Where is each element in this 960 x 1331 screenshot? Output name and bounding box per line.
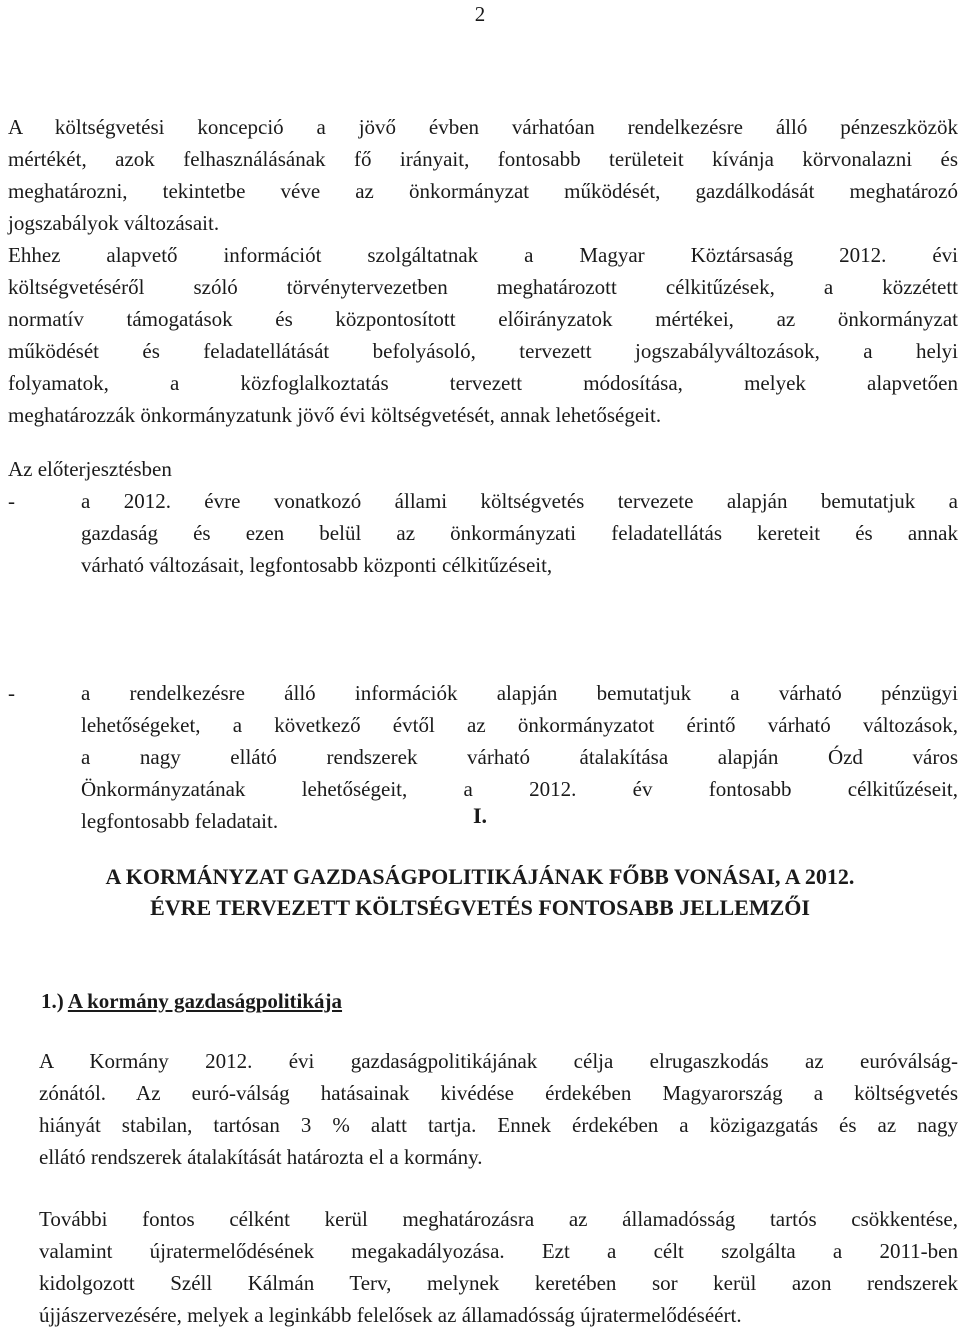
text-line: a 2012. évre vonatkozó állami költségvetés tervezete alapján bemutatjuk a: [81, 489, 958, 513]
text-line: a rendelkezésre álló információk alapján bemutatjuk a várható pénzügyi: [81, 681, 958, 705]
subsection-heading: [41, 985, 342, 1017]
chapter-number: I.: [472, 803, 488, 828]
chapter-title: [0, 861, 960, 923]
text-line: Ehhez alapvető információt szolgáltatnak a Magyar Köztársaság 2012. évi: [8, 243, 958, 267]
policy-paragraph: [39, 1045, 958, 1173]
text-line: meghatározzák önkormányzatunk jövő évi költségvetését, annak lehetőségeit.: [8, 403, 662, 427]
text-line: mértékét, azok felhasználásának fő irányait, fontosabb területeit kívánja körvonalazni és: [8, 147, 958, 171]
bullet-dash: -: [8, 489, 15, 513]
debt-paragraph: [39, 1203, 958, 1331]
text-line: valamint újratermelődésének megakadályozása. Ezt a célt szolgálta a 2011-ben: [39, 1239, 958, 1263]
text-line: A Kormány 2012. évi gazdaságpolitikájának célja elrugaszkodás az euróválság-: [39, 1049, 958, 1073]
text-line: költségvetéséről szóló törvénytervezetben meghatározott célkitűzések, a közzétett: [8, 275, 958, 299]
chapter-title-line: A KORMÁNYZAT GAZDASÁGPOLITIKÁJÁNAK FŐBB VONÁSAI, A 2012.: [105, 864, 855, 889]
basis-paragraph: [8, 239, 958, 431]
page-number: 2: [474, 2, 486, 26]
text-line: zónától. Az euró-válság hatásainak kivédése érdekében Magyarország a költségvetés: [39, 1081, 958, 1105]
text-line: hiányát stabilan, tartósan 3 % alatt tartja. Ennek érdekében a közigazgatás és az nagy: [39, 1113, 958, 1137]
subsection-title: A kormány gazdaságpolitikája: [67, 989, 343, 1013]
intro-paragraph: [8, 111, 958, 239]
bullet-text: [81, 485, 958, 581]
text-line: jogszabályok változásait.: [8, 211, 220, 235]
text-line: lehetőségeket, a következő évtől az önkormányzatot érintő várható változások,: [81, 713, 958, 737]
text-line: a nagy ellátó rendszerek várható átalakítása alapján Ózd város: [81, 745, 958, 769]
text-line: legfontosabb feladatait.: [81, 809, 279, 833]
text-line: A költségvetési koncepció a jövő évben várhatóan rendelkezésre álló pénzeszközök: [8, 115, 958, 139]
text-line: kidolgozott Széll Kálmán Terv, melynek keretében sor kerül azon rendszerek: [39, 1271, 958, 1295]
text-line: újjászervezésére, melyek a leginkább felelősek az államadósság újratermelődéséért.: [39, 1303, 742, 1327]
text-line: További fontos célként kerül meghatározásra az államadósság tartós csökkentése,: [39, 1207, 958, 1231]
bullet-item: [8, 485, 958, 581]
subsection-number: 1.): [41, 989, 64, 1013]
text-line: működését és feladatellátását befolyásoló, tervezett jogszabályváltozások, a helyi: [8, 339, 958, 363]
text-line: meghatározni, tekintetbe véve az önkormányzat működését, gazdálkodását meghatározó: [8, 179, 958, 203]
chapter-title-line: ÉVRE TERVEZETT KÖLTSÉGVETÉS FONTOSABB JELLEMZŐI: [150, 895, 810, 920]
text-line: normatív támogatások és központosított előirányzatok mértékei, az önkormányzat: [8, 307, 958, 331]
submission-heading-block: [8, 453, 958, 485]
text-line: Önkormányzatának lehetőségeit, a 2012. év fontosabb célkitűzéseit,: [81, 777, 958, 801]
text-line: ellátó rendszerek átalakítását határozta el a kormány.: [39, 1145, 483, 1169]
submission-heading: Az előterjesztésben: [8, 457, 172, 481]
text-line: gazdaság és ezen belül az önkormányzati feladatellátás kereteit és annak: [81, 521, 958, 545]
text-line: várható változásait, legfontosabb központi célkitűzéseit,: [81, 553, 553, 577]
text-line: folyamatok, a közfoglalkoztatás tervezett módosítása, melyek alapvetően: [8, 371, 958, 395]
bullet-dash: -: [8, 681, 15, 705]
